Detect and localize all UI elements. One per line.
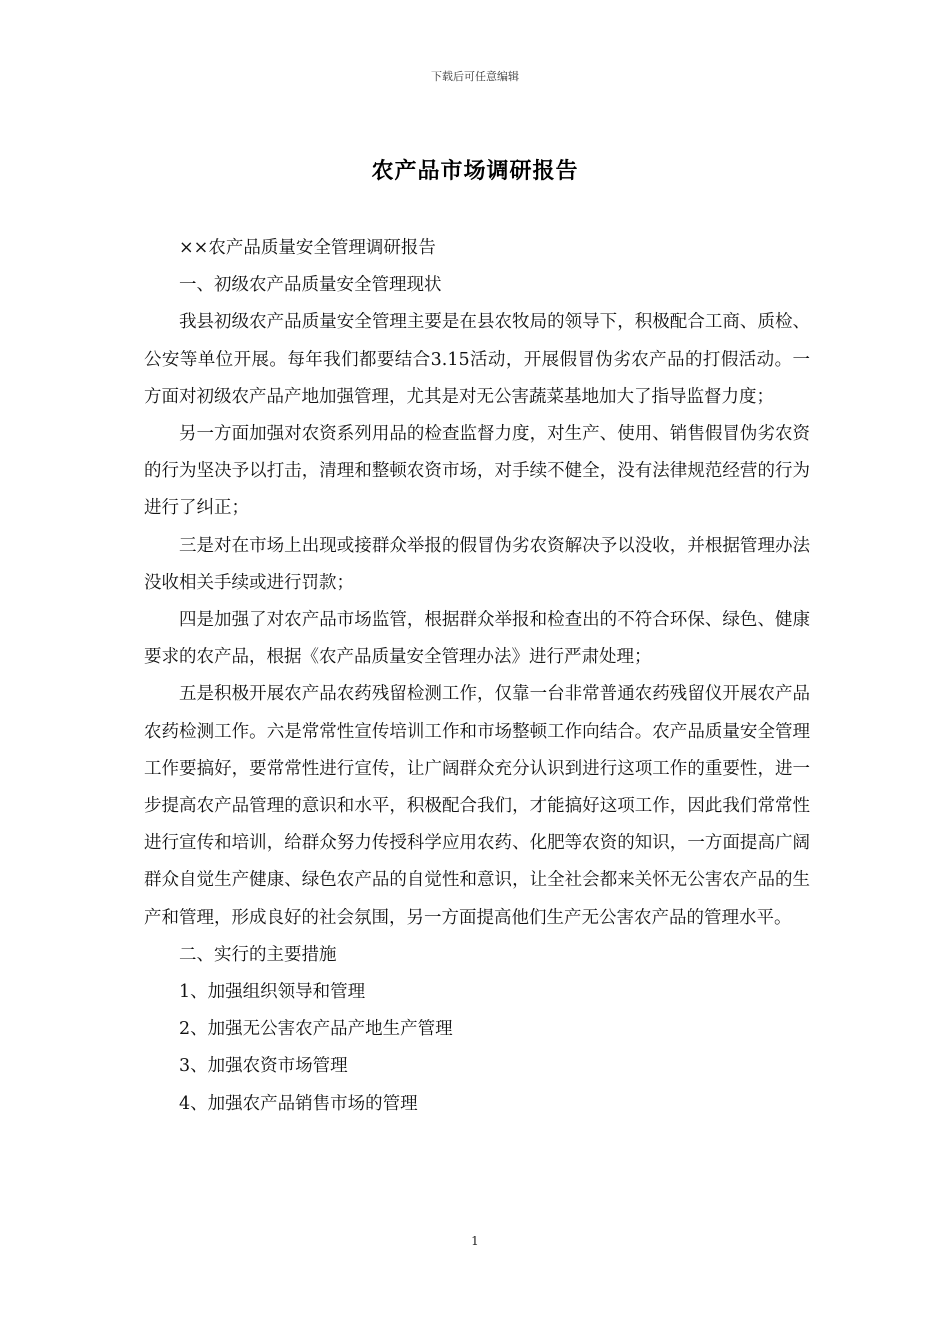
section-heading-1: 一、初级农产品质量安全管理现状 xyxy=(179,275,442,296)
list-item: 4、加强农产品销售市场的管理 xyxy=(179,1093,418,1114)
body-paragraph: 三是对在市场上出现或接群众举报的假冒伪劣农资解决予以没收，并根据管理办法没收相关手续或进行罚款； xyxy=(144,535,810,593)
body-paragraph: 另一方面加强对农资系列用品的检查监督力度，对生产、使用、销售假冒伪劣农资的行为坚决予以打击，清理和整顿农资市场，对手续不健全，没有法律规范经营的行为进行了纠正； xyxy=(144,424,810,519)
list-item: 2、加强无公害农产品产地生产管理 xyxy=(179,1019,453,1040)
body-paragraph: 四是加强了对农产品市场监管，根据群众举报和检查出的不符合环保、绿色、健康要求的农产品，根据《农产品质量安全管理办法》进行严肃处理； xyxy=(144,610,810,668)
document-body xyxy=(144,230,810,1123)
section-heading-2: 二、实行的主要措施 xyxy=(179,944,337,965)
body-paragraph: 我县初级农产品质量安全管理主要是在县农牧局的领导下，积极配合工商、质检、公安等单位开展。每年我们都要结合3.15活动，开展假冒伪劣农产品的打假活动。一方面对初级农产品产地加强管理，尤其是对无公害蔬菜基地加大了指导监督力度； xyxy=(144,312,810,407)
document-title: 农产品市场调研报告 xyxy=(371,158,579,184)
report-subtitle: ××农产品质量安全管理调研报告 xyxy=(179,238,436,258)
header-note: 下载后可任意编辑 xyxy=(431,70,519,83)
list-item: 1、加强组织领导和管理 xyxy=(179,982,366,1003)
list-item: 3、加强农资市场管理 xyxy=(179,1056,348,1077)
body-paragraph: 五是积极开展农产品农药残留检测工作，仅靠一台非常普通农药残留仪开展农产品农药检测工作。六是常常性宣传培训工作和市场整顿工作向结合。农产品质量安全管理工作要搞好，要常常性进行宣传，让广阔群众充分认识到进行这项工作的重要性，进一步提高农产品管理的意识和水平，积极配合我们，才能搞好这项工作，因此我们常常性进行宣传和培训，给群众努力传授科学应用农药、化肥等农资的知识，一方面提高广阔群众自觉生产健康、绿色农产品的自觉性和意识，让全社会都来关怀无公害农产品的生产和管理，形成良好的社会氛围，另一方面提高他们生产无公害农产品的管理水平。 xyxy=(144,684,810,928)
page-number: 1 xyxy=(471,1234,479,1248)
